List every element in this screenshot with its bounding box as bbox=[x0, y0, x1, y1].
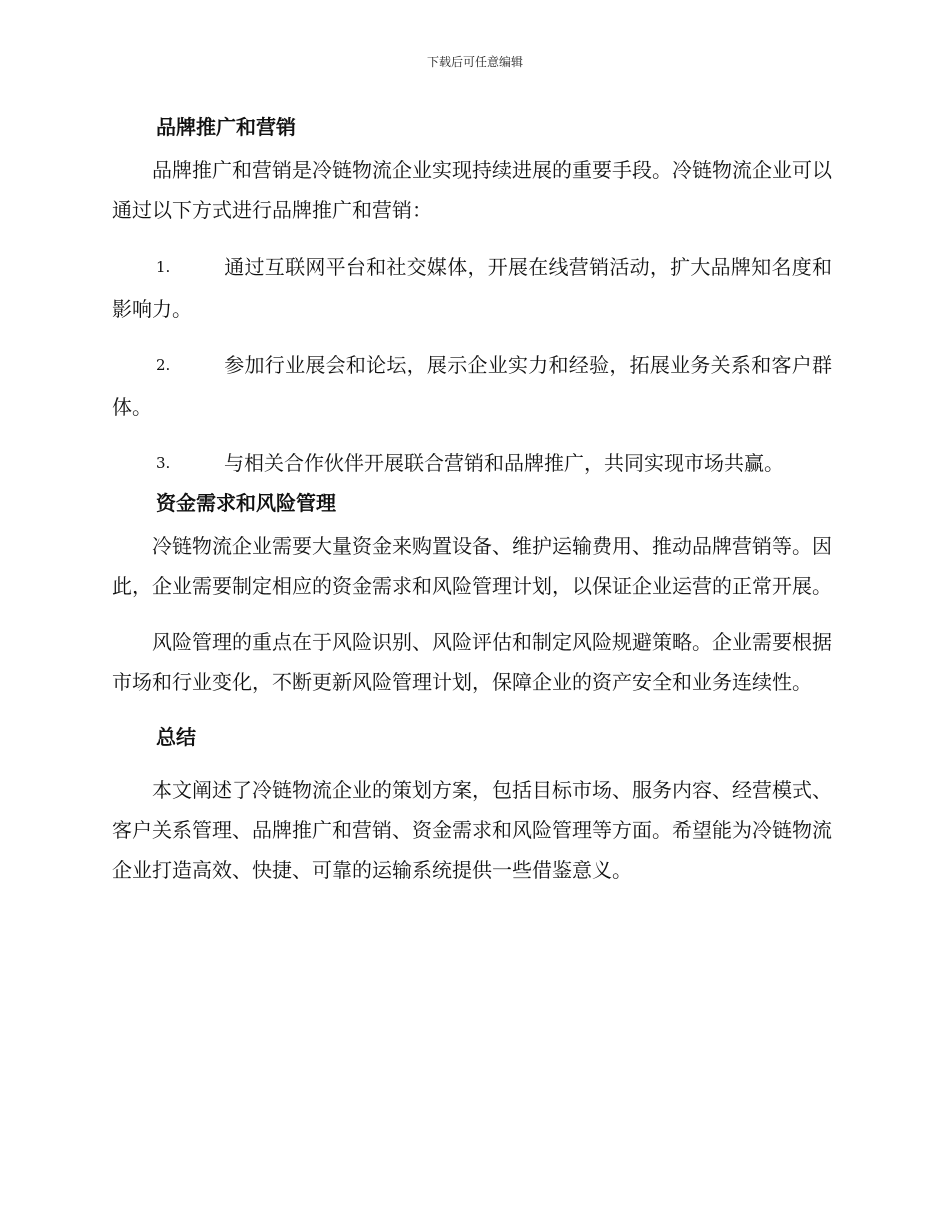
list-text-1: 通过互联网平台和社交媒体，开展在线营销活动，扩大品牌知名度和影响力。 bbox=[112, 255, 832, 321]
list-item-3 bbox=[112, 442, 832, 484]
list-number-3: 3. bbox=[156, 454, 171, 472]
page-header: 下载后可任意编辑 bbox=[426, 55, 523, 69]
list-item-1 bbox=[112, 246, 832, 330]
list-text-2: 参加行业展会和论坛，展示企业实力和经验，拓展业务关系和客户群体。 bbox=[112, 353, 832, 419]
section-title-finance: 资金需求和风险管理 bbox=[156, 491, 336, 515]
section-title-summary: 总结 bbox=[156, 725, 196, 749]
finance-paragraph-2: 风险管理的重点在于风险识别、风险评估和制定风险规避策略。企业需要根据市场和行业变化，不断更新风险管理计划，保障企业的资产安全和业务连续性。 bbox=[112, 630, 832, 694]
list-item-2 bbox=[112, 344, 832, 428]
summary-paragraph: 本文阐述了冷链物流企业的策划方案，包括目标市场、服务内容、经营模式、客户关系管理、品牌推广和营销、资金需求和风险管理等方面。希望能为冷链物流企业打造高效、快捷、可靠的运输系统提供一些借鉴意义。 bbox=[112, 778, 832, 882]
finance-paragraph-1: 冷链物流企业需要大量资金来购置设备、维护运输费用、推动品牌营销等。因此，企业需要制定相应的资金需求和风险管理计划，以保证企业运营的正常开展。 bbox=[112, 534, 832, 598]
list-number-1: 1. bbox=[156, 258, 171, 276]
brand-intro-paragraph: 品牌推广和营销是冷链物流企业实现持续进展的重要手段。冷链物流企业可以通过以下方式进行品牌推广和营销： bbox=[112, 158, 832, 222]
list-text-3: 与相关合作伙伴开展联合营销和品牌推广，共同实现市场共赢。 bbox=[224, 451, 784, 475]
section-title-brand: 品牌推广和营销 bbox=[156, 115, 296, 139]
document-body bbox=[112, 108, 832, 890]
list-number-2: 2. bbox=[156, 356, 171, 374]
